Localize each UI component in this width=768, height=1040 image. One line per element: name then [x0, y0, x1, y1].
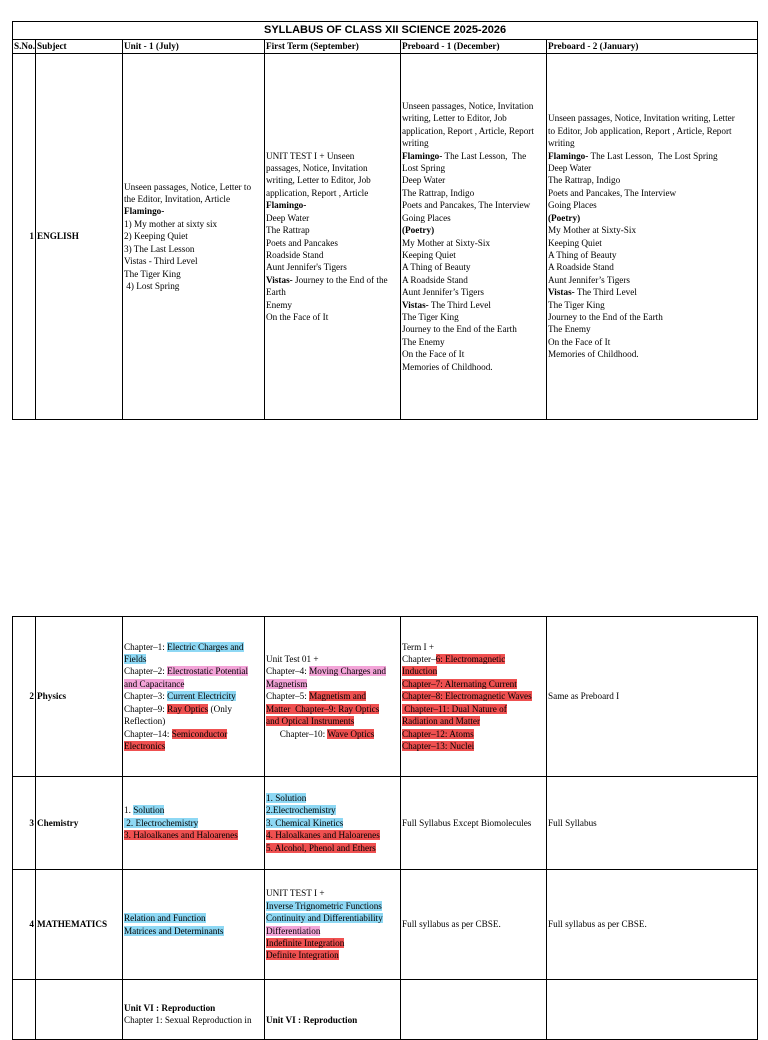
line-text: Unit Test 01 + — [266, 654, 319, 665]
row-sno: 4 — [13, 870, 36, 980]
cell-line — [266, 937, 399, 949]
highlighted-topic: Electrostatic Potential — [167, 666, 249, 677]
line-text: The Rattrap, Indigo — [548, 175, 621, 186]
cell-line — [402, 740, 545, 752]
cell-line — [402, 212, 545, 224]
line-text: Poets and Pancakes, The Interview — [402, 200, 531, 211]
line-text: The Last Lesson, The — [442, 150, 527, 161]
line-text: The Tiger King — [402, 311, 459, 322]
line-text: The Rattrap — [266, 225, 310, 236]
page-title: SYLLABUS OF CLASS XII SCIENCE 2025-2026 — [13, 22, 758, 40]
cell-line — [124, 678, 263, 690]
line-text: writing — [548, 138, 575, 149]
table-row-english — [13, 54, 758, 420]
cell-line — [402, 274, 545, 286]
row-subject: ENGLISH — [36, 54, 123, 420]
highlighted-topic: Continuity and Differentiability — [266, 913, 383, 924]
cell-line — [548, 918, 756, 930]
highlighted-topic: Electric Charges and — [167, 641, 244, 652]
line-text: writing, Letter to Editor, Job — [266, 175, 371, 186]
cell-line — [548, 199, 756, 211]
cell-first-term — [265, 54, 401, 420]
line-text: Deep Water — [402, 175, 446, 186]
line-text: Aunt Jennifer’s Tigers — [402, 287, 485, 298]
line-text: Chapter–4: — [266, 666, 310, 677]
highlighted-topic: Electronics — [124, 740, 166, 751]
bold-label: Flamingo- — [124, 206, 165, 217]
header-first-term: First Term (September) — [265, 40, 401, 54]
line-text: The Rattrap, Indigo — [402, 187, 475, 198]
highlighted-topic: Current Electricity — [167, 691, 236, 702]
cell-line — [124, 715, 263, 727]
highlighted-topic: 6: Electromagnetic — [435, 654, 506, 665]
line-text: Aunt Jennifer’s Tigers — [548, 274, 631, 285]
cell-line — [124, 665, 263, 677]
cell-line — [402, 323, 545, 335]
bold-label: Vistas- — [402, 299, 429, 310]
line-text: Chapter–9: — [124, 703, 168, 714]
cell-line — [124, 912, 263, 924]
cell-line — [402, 112, 545, 124]
cell-line — [402, 728, 545, 740]
line-text: Earth — [266, 287, 286, 298]
line-text: Full syllabus as per CBSE. — [402, 919, 501, 930]
line-text: Term I + — [402, 641, 435, 652]
line-text: On the Face of It — [548, 336, 611, 347]
line-text: Keeping Quiet — [548, 237, 602, 248]
line-text: Vistas - Third Level — [124, 256, 198, 267]
cell-line — [548, 212, 756, 224]
line-text: Chapter–5: — [266, 691, 310, 702]
line-text: Chapter– — [402, 654, 436, 665]
line-text: Chapter–3: — [124, 691, 168, 702]
line-text: Aunt Jennifer's Tigers — [266, 262, 347, 273]
cell-first-term — [265, 870, 401, 980]
cell-line — [402, 261, 545, 273]
line-text: passages, Notice, Invitation — [266, 163, 368, 174]
cell-line — [266, 949, 399, 961]
line-text: A Thing of Beauty — [548, 249, 617, 260]
header-preboard-1: Preboard - 1 (December) — [401, 40, 547, 54]
cell-line — [124, 230, 263, 242]
bold-label: Unit VI : Reproduction — [124, 1003, 216, 1013]
bold-label: (Poetry) — [402, 225, 435, 236]
row-subject: MATHEMATICS — [36, 870, 123, 980]
highlighted-topic: Solution — [133, 805, 165, 816]
line-text: Journey to the End of the Earth — [402, 324, 517, 335]
highlighted-topic: 3. Chemical Kinetics — [266, 817, 344, 828]
cell-line — [266, 261, 399, 273]
cell-line — [124, 690, 263, 702]
bold-label: Unit VI : Reproduction — [266, 1015, 358, 1026]
cell-line — [548, 112, 756, 124]
highlighted-topic: Differentiation — [266, 925, 321, 936]
line-text: The Third Level — [428, 299, 491, 310]
cell-line — [124, 218, 263, 230]
cell-line — [266, 900, 399, 912]
line-text: UNIT TEST I + Unseen — [266, 150, 355, 161]
cell-line — [402, 137, 545, 149]
line-text: (Only — [208, 703, 232, 714]
table-row-physics — [13, 617, 758, 777]
line-text: Reflection) — [124, 716, 166, 727]
cell-first-term — [265, 777, 401, 870]
cell-preboard-2 — [547, 870, 758, 980]
cell-preboard-1 — [401, 980, 547, 1040]
cell-line — [124, 817, 263, 829]
line-text: Unseen passages, Notice, Letter to — [124, 181, 252, 192]
cell-line — [124, 829, 263, 841]
line-text: The Tiger King — [548, 299, 605, 310]
cell-line — [124, 653, 263, 665]
line-text: 1. — [124, 805, 134, 816]
cell-preboard-2 — [547, 777, 758, 870]
line-text: writing — [402, 138, 429, 149]
cell-line — [402, 187, 545, 199]
cell-line — [266, 715, 399, 727]
header-subject: Subject — [36, 40, 123, 54]
line-text: Poets and Pancakes — [266, 237, 338, 248]
cell-line — [548, 137, 756, 149]
highlighted-topic: and Capacitance — [124, 678, 185, 689]
cell-line — [266, 665, 399, 677]
cell-line — [266, 249, 399, 261]
line-text: The Third Level — [574, 287, 637, 298]
line-text: Journey to the End of the Earth — [548, 311, 663, 322]
line-text: A Roadside Stand — [548, 262, 614, 273]
cell-line — [402, 918, 545, 930]
cell-line — [124, 255, 263, 267]
cell-line — [124, 268, 263, 280]
line-text: Going Places — [548, 200, 597, 211]
line-text: The Enemy — [548, 324, 591, 335]
cell-line — [402, 703, 545, 715]
highlighted-topic: Chapter–8: Electromagnetic Waves — [402, 691, 532, 702]
line-text: Chapter–2: — [124, 666, 168, 677]
cell-line — [402, 336, 545, 348]
cell-line — [124, 193, 263, 205]
highlighted-topic: Ray Optics — [167, 703, 209, 714]
line-text: Chapter–1: — [124, 641, 168, 652]
cell-line — [124, 205, 263, 217]
title-row — [13, 22, 758, 40]
cell-line — [124, 804, 263, 816]
cell-line — [548, 224, 756, 236]
cell-line — [266, 162, 399, 174]
line-text: Deep Water — [266, 212, 310, 223]
syllabus-table-bottom — [12, 616, 758, 1040]
cell-unit-1 — [123, 980, 265, 1040]
bold-label: (Poetry) — [548, 212, 581, 223]
cell-line — [266, 311, 399, 323]
highlighted-topic: Definite Integration — [266, 950, 339, 961]
line-text: Poets and Pancakes, The Interview — [548, 187, 677, 198]
cell-line — [266, 804, 399, 816]
cell-line — [402, 125, 545, 137]
cell-preboard-1 — [401, 870, 547, 980]
highlighted-topic: 5. Alcohol, Phenol and Ethers — [266, 842, 376, 853]
row-sno: 2 — [13, 617, 36, 777]
cell-line — [266, 187, 399, 199]
cell-line — [548, 125, 756, 137]
cell-line — [266, 224, 399, 236]
row-sno: 1 — [13, 54, 36, 420]
cell-line — [548, 336, 756, 348]
cell-line — [402, 286, 545, 298]
cell-line — [548, 286, 756, 298]
bold-label: Vistas- — [266, 274, 293, 285]
cell-line — [402, 174, 545, 186]
cell-line — [402, 715, 545, 727]
cell-line — [124, 703, 263, 715]
line-text: Going Places — [402, 212, 451, 223]
highlighted-topic: Magnetism and — [309, 691, 367, 702]
cell-line — [548, 150, 756, 162]
cell-line — [266, 274, 399, 286]
highlighted-topic: Chapter–7: Alternating Current — [402, 678, 517, 689]
highlighted-topic: 2. Electrochemistry — [124, 817, 199, 828]
cell-line — [266, 912, 399, 924]
bold-label: Flamingo- — [402, 150, 443, 161]
cell-line — [124, 740, 263, 752]
cell-first-term — [265, 617, 401, 777]
line-text: 2) Keeping Quiet — [124, 231, 188, 242]
line-text: Chapter–10: — [266, 728, 328, 739]
highlighted-topic: Induction — [402, 666, 438, 677]
highlighted-topic: Semiconductor — [171, 728, 228, 739]
highlighted-topic: Wave Optics — [327, 728, 375, 739]
table-row-biology — [13, 980, 758, 1040]
line-text: Journey to the End of the — [292, 274, 388, 285]
line-text: 1) My mother at sixty six — [124, 218, 218, 229]
line-text: Unseen passages, Notice, Invitation — [402, 101, 534, 112]
cell-line — [266, 690, 399, 702]
cell-line — [266, 842, 399, 854]
cell-line — [548, 690, 756, 702]
line-text: 3) The Last Lesson — [124, 243, 195, 254]
cell-line — [402, 237, 545, 249]
cell-line — [548, 348, 756, 360]
cell-line — [402, 162, 545, 174]
header-preboard-2: Preboard - 2 (January) — [547, 40, 758, 54]
cell-line — [124, 641, 263, 653]
line-text: My Mother at Sixty-Six — [402, 237, 491, 248]
cell-line — [548, 249, 756, 261]
cell-line — [124, 925, 263, 937]
line-text: application, Report , Article, Report — [402, 125, 534, 136]
table-row-chemistry — [13, 777, 758, 870]
line-text: The Enemy — [402, 336, 445, 347]
highlighted-topic: Chapter–13: Nuclei — [402, 740, 475, 751]
line-text: Unseen passages, Notice, Invitation writing, Letter — [548, 113, 735, 124]
cell-line — [266, 792, 399, 804]
highlighted-topic: Matrices and Determinants — [124, 925, 224, 936]
cell-line — [548, 162, 756, 174]
line-text: writing, Letter to Editor, Job — [402, 113, 507, 124]
cell-line — [548, 311, 756, 323]
cell-preboard-1 — [401, 777, 547, 870]
line-text: 4) Lost Spring — [124, 280, 180, 291]
line-text: Chapter–14: — [124, 728, 172, 739]
line-text: Enemy — [266, 299, 293, 310]
cell-line — [124, 243, 263, 255]
cell-preboard-2 — [547, 617, 758, 777]
cell-line — [402, 224, 545, 236]
line-text: Full Syllabus — [548, 817, 597, 828]
highlighted-topic: and Optical Instruments — [266, 716, 355, 727]
cell-line — [266, 286, 399, 298]
cell-line — [548, 261, 756, 273]
highlighted-topic: Magnetism — [266, 678, 308, 689]
cell-line — [402, 817, 545, 829]
cell-line — [266, 653, 399, 665]
cell-line — [266, 678, 399, 690]
highlighted-topic: Relation and Function — [124, 913, 206, 924]
row-subject: Physics — [36, 617, 123, 777]
cell-line — [402, 299, 545, 311]
cell-unit-1 — [123, 617, 265, 777]
line-text: Keeping Quiet — [402, 249, 456, 260]
line-text: to Editor, Job application, Report , Article, Report — [548, 125, 732, 136]
line-text: Roadside Stand — [266, 249, 324, 260]
line-text: Deep Water — [548, 163, 592, 174]
cell-line — [402, 311, 545, 323]
row-sno: 3 — [13, 777, 36, 870]
line-text: the Editor, Invitation, Article — [124, 194, 231, 205]
line-text: Lost Spring — [402, 163, 446, 174]
cell-line — [266, 212, 399, 224]
header-row — [13, 40, 758, 54]
cell-preboard-2 — [547, 980, 758, 1040]
line-text: A Roadside Stand — [402, 274, 468, 285]
cell-line — [266, 817, 399, 829]
cell-preboard-2 — [547, 54, 758, 420]
cell-line — [266, 703, 399, 715]
cell-line — [266, 237, 399, 249]
cell-line — [402, 100, 545, 112]
cell-line — [266, 1014, 399, 1026]
cell-unit-1 — [123, 54, 265, 420]
header-unit-1: Unit - 1 (July) — [123, 40, 265, 54]
highlighted-topic: Indefinite Integration — [266, 937, 345, 948]
cell-unit-1 — [123, 777, 265, 870]
line-text: application, Report , Article — [266, 187, 369, 198]
table-row-mathematics — [13, 870, 758, 980]
cell-preboard-1 — [401, 54, 547, 420]
cell-line — [548, 237, 756, 249]
line-text: UNIT TEST I + — [266, 888, 325, 899]
cell-first-term — [265, 980, 401, 1040]
cell-line — [266, 829, 399, 841]
cell-line — [548, 299, 756, 311]
line-text: Memories of Childhood. — [402, 361, 493, 372]
cell-line — [266, 1002, 399, 1014]
highlighted-topic: Fields — [124, 654, 147, 665]
highlighted-topic: Moving Charges and — [309, 666, 387, 677]
cell-line — [548, 174, 756, 186]
line-text: Memories of Childhood. — [548, 349, 639, 360]
cell-line — [124, 728, 263, 740]
highlighted-topic: 2.Electrochemistry — [266, 805, 336, 816]
cell-line — [402, 199, 545, 211]
cell-line — [266, 199, 399, 211]
cell-line — [548, 323, 756, 335]
cell-line — [266, 925, 399, 937]
cell-line — [402, 249, 545, 261]
line-text: On the Face of It — [266, 311, 329, 322]
line-text: Full Syllabus Except Biomolecules — [402, 817, 532, 828]
bold-label: Flamingo- — [548, 150, 589, 161]
cell-line — [402, 150, 545, 162]
cell-line — [402, 678, 545, 690]
cell-line — [402, 665, 545, 677]
cell-line — [548, 817, 756, 829]
highlighted-topic: 3. Haloalkanes and Haloarenes — [124, 830, 238, 841]
line-text: Full syllabus as per CBSE. — [548, 919, 647, 930]
line-text: My Mother at Sixty-Six — [548, 225, 637, 236]
cell-line — [548, 187, 756, 199]
row-subject: Chemistry — [36, 777, 123, 870]
cell-line — [124, 1014, 263, 1026]
bold-label: Vistas- — [548, 287, 575, 298]
cell-line — [266, 150, 399, 162]
cell-line — [266, 728, 399, 740]
highlighted-topic: Radiation and Matter — [402, 716, 481, 727]
line-text: On the Face of It — [402, 349, 465, 360]
highlighted-topic: Chapter–12: Atoms — [402, 728, 474, 739]
cell-unit-1 — [123, 870, 265, 980]
line-text: The Last Lesson, The Lost Spring — [588, 150, 718, 161]
cell-line — [266, 299, 399, 311]
bold-label: Flamingo- — [266, 200, 307, 211]
line-text: Same as Preboard I — [548, 691, 620, 702]
row-subject — [36, 980, 123, 1040]
syllabus-table-top — [12, 21, 758, 420]
cell-preboard-1 — [401, 617, 547, 777]
cell-line — [402, 653, 545, 665]
cell-line — [124, 280, 263, 292]
cell-line — [402, 641, 545, 653]
cell-line — [402, 361, 545, 373]
row-sno — [13, 980, 36, 1040]
highlighted-topic: Matter Chapter–9: Ray Optics — [266, 703, 380, 714]
line-text: The Tiger King — [124, 268, 181, 279]
highlighted-topic: Chapter–11: Dual Nature of — [402, 703, 507, 714]
cell-line — [266, 174, 399, 186]
highlighted-topic: 1. Solution — [266, 792, 307, 803]
header-sno: S.No. — [13, 40, 36, 54]
cell-line — [124, 1002, 263, 1014]
highlighted-topic: Inverse Trignometric Functions — [266, 900, 382, 911]
cell-line — [402, 348, 545, 360]
line-text: Chapter 1: Sexual Reproduction in — [124, 1015, 252, 1026]
cell-line — [266, 887, 399, 899]
cell-line — [124, 181, 263, 193]
highlighted-topic: 4. Haloalkanes and Haloarenes — [266, 830, 380, 841]
cell-line — [402, 690, 545, 702]
line-text: A Thing of Beauty — [402, 262, 471, 273]
cell-line — [548, 274, 756, 286]
